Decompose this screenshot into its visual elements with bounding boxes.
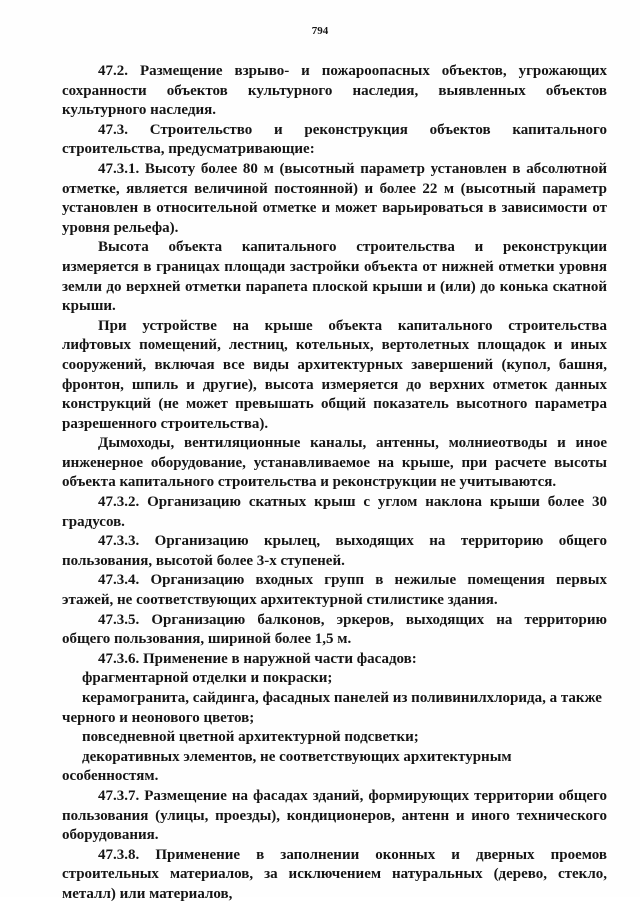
paragraph-47-3-3: 47.3.3. Организацию крылец, выходящих на территорию общего пользования, высотой более 3-х ступеней. [62, 533, 607, 569]
list-item-materials: керамогранита, сайдинга, фасадных панелей из поливинилхлорида, а также черного и неонового цветов; [62, 690, 602, 726]
paragraph-47-3-2: 47.3.2. Организацию скатных крыш с углом наклона крыши более 30 градусов. [62, 494, 607, 530]
paragraph-47-3-1: 47.3.1. Высоту более 80 м (высотный параметр установлен в абсолютной отметке, является величиной постоянной) и более 22 м (высотный параметр установлен в относительной отметке и может варьироваться в зависимости от уровня рельефа). [62, 160, 607, 236]
paragraph-chimneys: Дымоходы, вентиляционные каналы, антенны, молниеотводы и иное инженерное оборудование, устанавливаемое на крыше, при расчете высоты объекта капитального строительства и реконструкции не учитываются. [62, 435, 607, 491]
paragraph-47-3-6: 47.3.6. Применение в наружной части фасадов: [98, 650, 417, 667]
paragraph-height-measurement: Высота объекта капитального строительства и реконструкции измеряется в границах площади застройки объекта от нижней отметки уровня земли до верхней отметки парапета плоской крыши и (или) до конька скатной крыши. [62, 239, 607, 315]
paragraph-47-3-7: 47.3.7. Размещение на фасадах зданий, формирующих территории общего пользования (улицы, проезды), кондиционеров, антенн и иного технического оборудования. [62, 787, 607, 844]
paragraph-47-3-8: 47.3.8. Применение в заполнении оконных и дверных проемов строительных материалов, за исключением натуральных (дерево, стекло, металл) или материалов, [62, 846, 607, 902]
document-body [62, 62, 607, 905]
paragraph-roof-structures: При устройстве на крыше объекта капитального строительства лифтовых помещений, лестниц, котельных, вертолетных площадок и иных сооружений, включая все виды архитектурных завершений (купол, башня, фронтон, шпиль и другие), высота измеряется до верхних отметок данных конструкций (не может превышать общий показатель высотного параметра разрешенного строительства). [62, 317, 607, 432]
paragraph-47-3-4: 47.3.4. Организацию входных групп в нежилые помещения первых этажей, не соответствующих архитектурной стилистике здания. [62, 572, 607, 609]
paragraph-47-3: 47.3. Строительство и реконструкция объектов капитального строительства, предусматривающие: [62, 121, 607, 158]
list-item-lighting: повседневной цветной архитектурной подсветки; [82, 729, 419, 746]
page-number: 794 [311, 25, 329, 37]
list-item-decorative-elements: декоративных элементов, не соответствующих архитектурным особенностям. [62, 748, 512, 785]
paragraph-47-2: 47.2. Размещение взрыво- и пожароопасных объектов, угрожающих сохранности объектов культурного наследия, выявленных объектов культурного наследия. [62, 63, 607, 119]
list-item-fragmentary-finish: фрагментарной отделки и покраски; [82, 670, 333, 687]
paragraph-47-3-5: 47.3.5. Организацию балконов, эркеров, выходящих на территорию общего пользования, шириной более 1,5 м. [62, 611, 607, 648]
